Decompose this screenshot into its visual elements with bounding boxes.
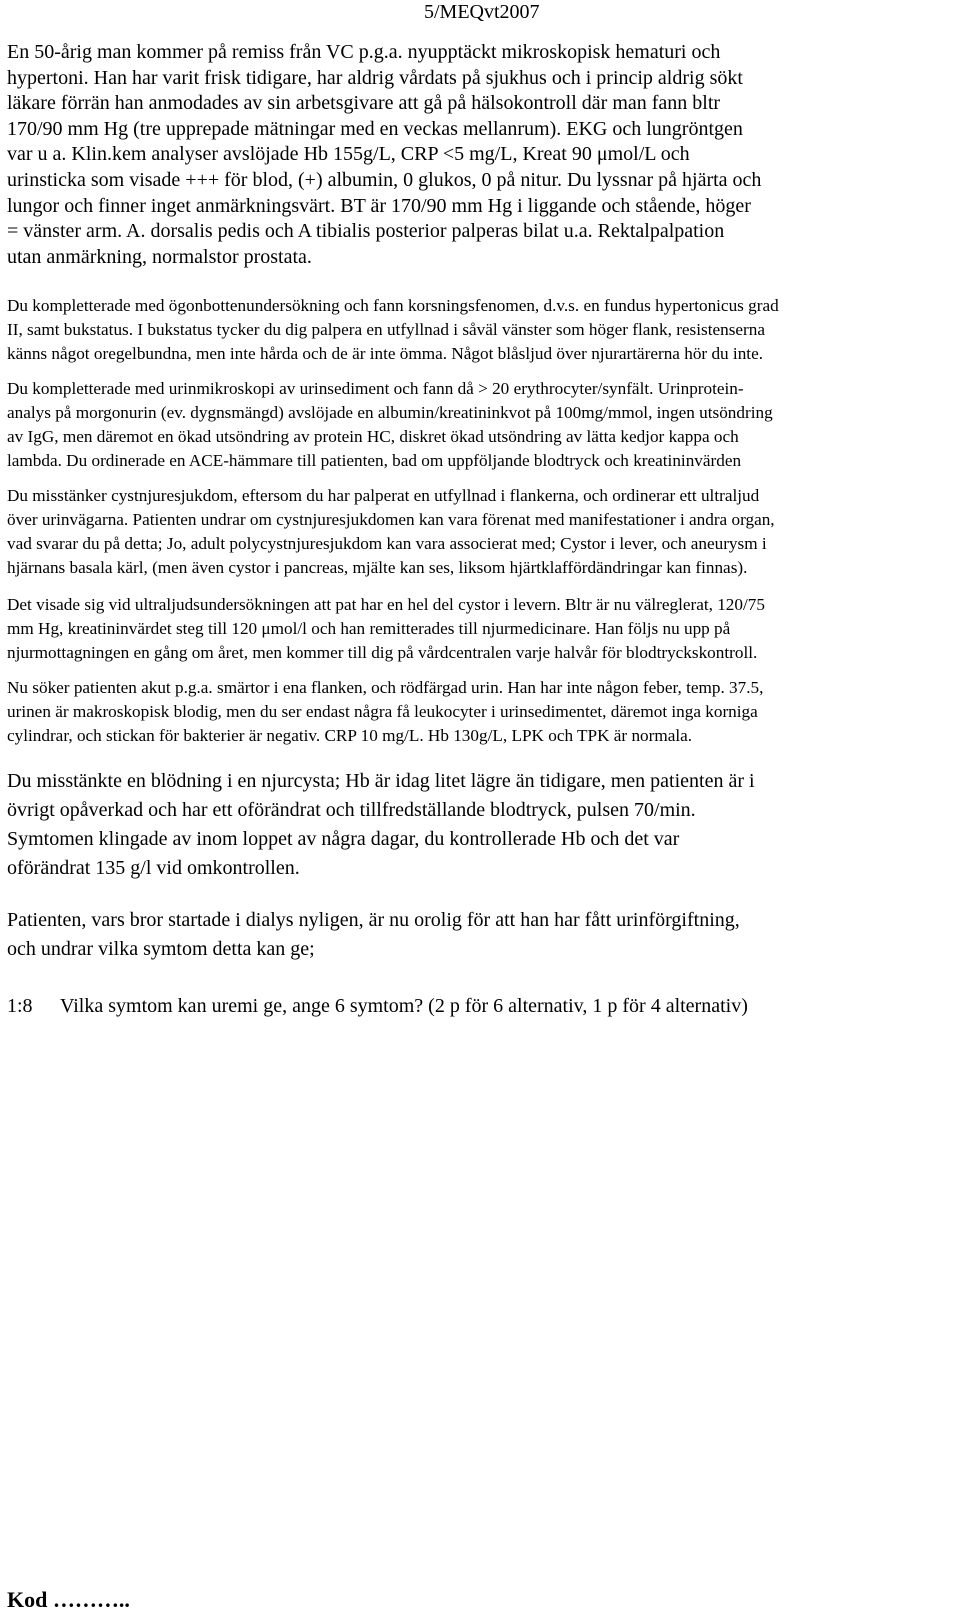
text-line: läkare förrän han anmodades av sin arbetsgivare att gå på hälsokontroll där man fann bltr — [7, 92, 721, 115]
text-line: Du misstänker cystnjuresjukdom, eftersom du har palperat en utfyllnad i flankerna, och ordinerar ett ultraljud — [7, 486, 760, 505]
question-text: Vilka symtom kan uremi ge, ange 6 symtom? (2 p för 6 alternativ, 1 p för 4 alternativ) — [60, 995, 748, 1017]
text-line: Patienten, vars bror startade i dialys nyligen, är nu orolig för att han har fått urinförgiftning, — [7, 909, 740, 931]
text-line: av IgG, men däremot en ökad utsöndring av protein HC, diskret ökad utsöndring av lätta kedjor kappa och — [7, 427, 739, 446]
case-intro-paragraph — [7, 40, 957, 270]
text-line: var u a. Klin.kem analyser avslöjade Hb 155g/L, CRP <5 mg/L, Kreat 90 μmol/L och — [7, 143, 690, 166]
text-line: = vänster arm. A. dorsalis pedis och A tibialis posterior palperas bilat u.a. Rektalpalpation — [7, 220, 725, 243]
text-line: utan anmärkning, normalstor prostata. — [7, 245, 312, 268]
brother-paragraph — [7, 906, 957, 964]
text-line: lungor och finner inget anmärkningsvärt. BT är 170/90 mm Hg i liggande och stående, höger — [7, 194, 751, 217]
text-line: hjärnans basala kärl, (men även cystor i pancreas, mjälte kan ses, liksom hjärtklaffördändringar kan finnas). — [7, 558, 748, 577]
fundus-paragraph — [7, 294, 957, 366]
question-1-8 — [7, 992, 957, 1021]
text-line: över urinvägarna. Patienten undrar om cystnjuresjukdomen kan vara förenat med manifestationer i andra organ, — [7, 510, 775, 529]
cyst-paragraph — [7, 484, 957, 580]
text-line: urinen är makroskopisk blodig, men du ser endast några få leukocyter i urinsedimentet, däremot inga korniga — [7, 702, 758, 721]
question-number: 1:8 — [7, 995, 33, 1017]
text-line: Du kompletterade med ögonbottenundersökning och fann korsningsfenomen, d.v.s. en fundus hypertonicus grad — [7, 296, 779, 315]
bleeding-paragraph — [7, 767, 957, 883]
text-line: känns något oregelbundna, men inte hårda och de är inte ömma. Något blåsljud över njurartärerna hör du inte. — [7, 344, 763, 363]
text-line: lambda. Du ordinerade en ACE-hämmare till patienten, bad om uppföljande blodtryck och kreatininvärden — [7, 451, 742, 470]
text-line: njurmottagningen en gång om året, men kommer till dig på vårdcentralen varje halvår för blodtryckskontroll. — [7, 643, 758, 662]
text-line: vad svarar du på detta; Jo, adult polycystnjuresjukdom kan vara associerat med; Cystor i lever, och aneurysm i — [7, 534, 767, 553]
text-line: övrigt opåverkad och har ett oförändrat och tillfredställande blodtryck, pulsen 70/min. — [7, 799, 696, 821]
text-line: analys på morgonurin (ev. dygnsmängd) avslöjade en albumin/kreatininkvot på 100mg/mmol, ingen utsöndring — [7, 403, 773, 422]
text-line: urinsticka som visade +++ för blod, (+) albumin, 0 glukos, 0 på nitur. Du lyssnar på hjärta och — [7, 168, 762, 191]
text-line: hypertoni. Han har varit frisk tidigare, har aldrig vårdats på sjukhus och i princip aldrig sökt — [7, 66, 743, 89]
text-line: och undrar vilka symtom detta kan ge; — [7, 938, 315, 960]
text-line: Nu söker patienten akut p.g.a. smärtor i ena flanken, och rödfärgad urin. Han har inte någon feber, temp. 37.5, — [7, 678, 764, 697]
text-line: Du misstänkte en blödning i en njurcysta; Hb är idag litet lägre än tidigare, men patienten är i — [7, 770, 755, 792]
kod-field-label: Kod ……….. — [7, 1587, 130, 1612]
ultrasound-paragraph — [7, 593, 957, 665]
text-line: En 50-årig man kommer på remiss från VC p.g.a. nyupptäckt mikroskopisk hematuri och — [7, 41, 721, 63]
acute-paragraph — [7, 676, 957, 748]
text-line: Symtomen klingade av inom loppet av några dagar, du kontrollerade Hb och det var — [7, 828, 680, 850]
document-code-header: 5/MEQvt2007 — [424, 1, 540, 23]
text-line: oförändrat 135 g/l vid omkontrollen. — [7, 857, 300, 879]
text-line: mm Hg, kreatininvärdet steg till 120 μmol/l och han remitterades till njurmedicinare. Han följs nu upp på — [7, 619, 731, 638]
urine-paragraph — [7, 377, 957, 473]
text-line: Du kompletterade med urinmikroskopi av urinsediment och fann då > 20 erythrocyter/synfält. Urinprotein- — [7, 379, 744, 398]
text-line: II, samt bukstatus. I bukstatus tycker du dig palpera en utfyllnad i såväl vänster som höger flank, resistenserna — [7, 320, 765, 339]
text-line: cylindrar, och stickan för bakterier är negativ. CRP 10 mg/L. Hb 130g/L, LPK och TPK är normala. — [7, 726, 693, 745]
text-line: Det visade sig vid ultraljudsundersökningen att pat har en hel del cystor i levern. Bltr är nu välreglerat, 120/75 — [7, 595, 765, 614]
text-line: 170/90 mm Hg (tre upprepade mätningar med en veckas mellanrum). EKG och lungröntgen — [7, 117, 743, 140]
